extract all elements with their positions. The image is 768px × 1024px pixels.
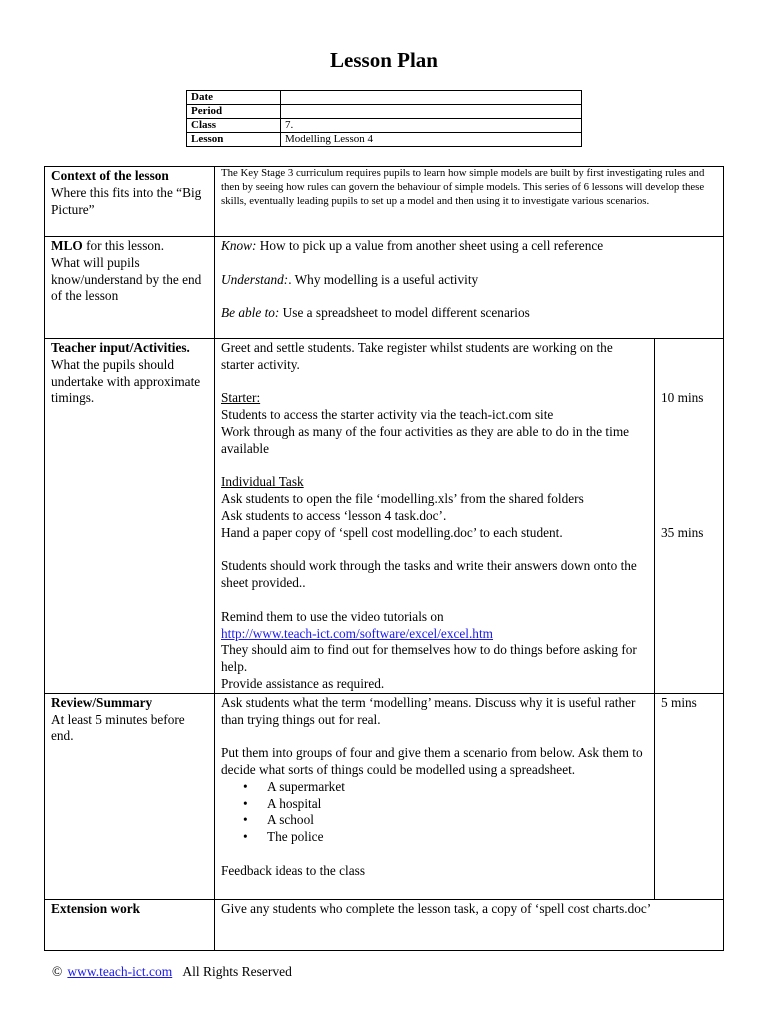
work-text: Students should work through the tasks and write their answers down onto the sheet provided.. <box>221 558 637 591</box>
starter-time: 10 mins <box>661 390 704 406</box>
context-sub: Where this fits into the “Big Picture” <box>51 184 202 217</box>
understand-text: . Why modelling is a useful activity <box>288 271 479 287</box>
feedback-text: Feedback ideas to the class <box>221 862 365 878</box>
footer-rights-text: All Rights Reserved <box>182 964 292 979</box>
mlo-able <box>221 305 717 322</box>
greet-text: Greet and settle students. Take register whilst students are working on the starter activity. <box>221 340 613 372</box>
mlo-know <box>221 238 717 255</box>
lesson-info-table <box>186 90 582 147</box>
page-title: Lesson Plan <box>330 48 438 72</box>
lesson-value: Modelling Lesson 4 <box>281 133 582 147</box>
review-time-cell <box>655 693 724 899</box>
footer <box>52 964 292 980</box>
list-item: • A school <box>221 812 648 829</box>
teacher-text-cell <box>215 339 655 694</box>
extension-heading: Extension work <box>51 900 141 916</box>
period-label: Period <box>187 105 281 119</box>
teacher-row <box>45 339 724 694</box>
info-row-lesson <box>187 133 582 147</box>
assist-text: Provide assistance as required. <box>221 675 385 691</box>
review-sub: At least 5 minutes before end. <box>51 711 185 744</box>
extension-row <box>45 899 724 950</box>
extension-text-cell <box>215 899 724 950</box>
extension-label-cell <box>45 899 215 950</box>
able-label: Be able to: <box>221 305 280 321</box>
info-row-period <box>187 105 582 119</box>
review-label-cell <box>45 693 215 899</box>
starter-line-1: Students to access the starter activity via the teach-ict.com site <box>221 407 554 423</box>
date-value <box>281 91 582 105</box>
lesson-label: Lesson <box>187 133 281 147</box>
task-line-3: Hand a paper copy of ‘spell cost modelling.doc’ to each student. <box>221 524 563 540</box>
teacher-label-cell <box>45 339 215 694</box>
mlo-sub: What will pupils know/understand by the end of the lesson <box>51 254 202 304</box>
date-label: Date <box>187 91 281 105</box>
teacher-sub: What the pupils should undertake with approximate timings. <box>51 356 201 406</box>
task-time: 35 mins <box>661 524 704 540</box>
list-item: • A hospital <box>221 796 648 813</box>
mlo-heading-rest: for this lesson. <box>82 238 165 253</box>
task-line-2: Ask students to access ‘lesson 4 task.doc’. <box>221 507 447 523</box>
tutorial-link[interactable]: http://www.teach-ict.com/software/excel/excel.htm <box>221 625 493 641</box>
copyright-icon: © <box>52 964 63 979</box>
review-heading: Review/Summary <box>51 694 153 710</box>
aim-text: They should aim to find out for themselves how to do things before asking for help. <box>221 642 637 675</box>
know-text: How to pick up a value from another sheet using a cell reference <box>256 238 604 253</box>
ask-text: Ask students what the term ‘modelling’ means. Discuss why it is useful rather than trying things out for real. <box>221 694 636 727</box>
remind-text: Remind them to use the video tutorials on <box>221 608 444 624</box>
scenario-list <box>221 779 648 846</box>
starter-line-2: Work through as many of the four activities as they are able to do in the time available <box>221 423 630 456</box>
info-row-class <box>187 119 582 133</box>
task-line-1: Ask students to open the file ‘modelling.xls’ from the shared folders <box>221 491 584 507</box>
context-text-cell <box>215 167 724 237</box>
starter-heading: Starter: <box>221 390 261 406</box>
understand-label: Understand: <box>221 271 289 287</box>
review-row <box>45 693 724 899</box>
context-heading: Context of the lesson <box>51 168 169 183</box>
period-value <box>281 105 582 119</box>
footer-rights <box>176 964 292 979</box>
review-time: 5 mins <box>661 694 697 710</box>
context-row <box>45 167 724 237</box>
list-item: • A supermarket <box>221 779 648 796</box>
mlo-text-cell <box>215 237 724 339</box>
know-label: Know: <box>221 238 257 253</box>
list-item: • The police <box>221 829 648 846</box>
able-text: Use a spreadsheet to model different scenarios <box>279 305 530 321</box>
footer-link[interactable]: www.teach-ict.com <box>67 964 173 979</box>
lesson-plan-table <box>44 166 724 951</box>
mlo-row <box>45 237 724 339</box>
mlo-label-cell <box>45 237 215 339</box>
context-label-cell <box>45 167 215 237</box>
context-text: The Key Stage 3 curriculum requires pupils to learn how simple models are built by first investigating rules and then by seeing how rules can govern the behaviour of simple models. This series of 6 lessons will develop these skills, eventually leading pupils to set up a model and then using it to investigate various scenarios. <box>221 167 705 207</box>
review-text-cell <box>215 693 655 899</box>
mlo-understand <box>221 272 717 289</box>
teacher-heading: Teacher input/Activities. <box>51 340 190 355</box>
info-row-date <box>187 91 582 105</box>
task-heading: Individual Task <box>221 474 304 490</box>
groups-text: Put them into groups of four and give them a scenario from below. Ask them to decide what sorts of things could be modelled using a spreadsheet. <box>221 745 643 777</box>
class-value: 7. <box>281 119 582 133</box>
teacher-time-cell <box>655 339 724 694</box>
extension-text: Give any students who complete the lesson task, a copy of ‘spell cost charts.doc’ <box>221 900 652 916</box>
class-label: Class <box>187 119 281 133</box>
mlo-heading: MLO <box>51 238 83 253</box>
